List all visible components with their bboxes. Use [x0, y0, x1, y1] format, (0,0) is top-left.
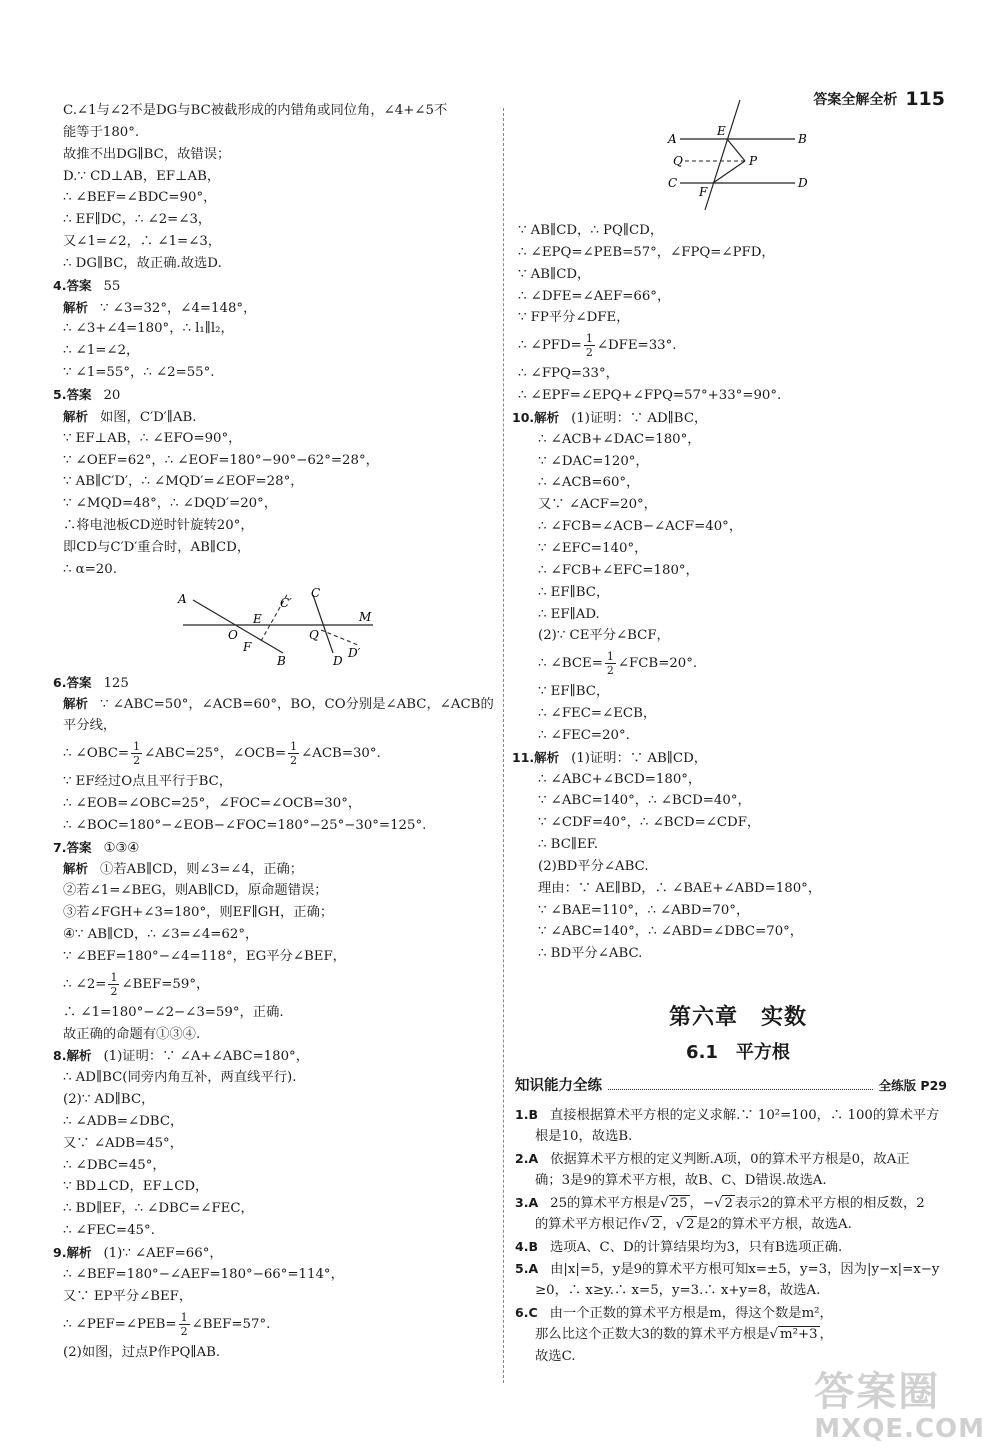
text-line: 又∵ EP平分∠BEF，	[63, 1288, 193, 1304]
fraction: $\frac{1}{2}$	[133, 740, 141, 768]
text-line: ∴ ∠1=180°−∠2−∠3=59°，正确.	[63, 1004, 284, 1020]
text-line: 解析 如图，C′D′∥AB.	[63, 408, 197, 425]
exercise-6: 6.C 由一个正数的算术平方根是m，得这个数是m²，	[515, 1305, 833, 1321]
exercise-5: 5.A 由|x|=5，y是9的算术平方根可知x=±5，y=3，因为|y−x|=x−y	[515, 1261, 940, 1277]
question-5	[53, 384, 491, 406]
text-line: ∴ DG∥BC，故正确.故选D.	[63, 255, 222, 271]
text-line: ∴ ∠EPQ=∠PEB=57°，∠FPQ=∠PFD，	[518, 244, 775, 260]
question-number: 11.解析	[512, 749, 560, 765]
question-9: 9.解析 (1)∵ ∠AEF=66°，	[53, 1244, 223, 1261]
sqrt-radicand: m²+3	[780, 1327, 818, 1342]
text-line: ∴ ∠DFE=∠AEF=66°，	[518, 288, 671, 304]
watermark-top: 答案圈	[814, 1369, 941, 1415]
analysis-label: 解析	[63, 861, 89, 877]
text-line: ∴ ∠1=∠2，	[63, 343, 140, 359]
label-F: F	[699, 185, 708, 199]
text-line: ∵ ∠1=55°，∴ ∠2=55°.	[63, 365, 215, 381]
answer-value: ①③④	[103, 840, 140, 856]
text-line: 那么比这个正数大3的数的算术平方根是√ m²+3 ，	[535, 1327, 833, 1342]
text-line: ∵ EF∥BC，	[538, 684, 610, 700]
text-line: ∴ ∠FEC=20°.	[538, 727, 630, 743]
text-line: 又∠1=∠2，∴ ∠1=∠3，	[63, 234, 222, 250]
text-line: 解析 ∵ ∠3=32°，∠4=148°，	[63, 299, 257, 316]
text-line: ④∵ AB∥CD，∴ ∠3=∠4=62°，	[63, 927, 259, 942]
fraction-line: ∴ ∠PFD= $\frac{1}{2}$ ∠DFE=33°.	[518, 332, 677, 360]
text-line: ∵ ∠ABC=140°，∴ ∠ABD=∠DBC=70°，	[538, 924, 804, 940]
exercise-number: 4.B	[515, 1239, 538, 1254]
label-P: P	[749, 154, 758, 168]
fraction: $\frac{1}{2}$	[290, 740, 298, 768]
text-line: ∴将电池板CD逆时针旋转20°，	[63, 518, 254, 534]
sqrt-radicand: 2	[724, 1196, 733, 1211]
exercise-number: 5.A	[515, 1261, 539, 1276]
text-line: 故推不出DG∥BC，故错误；	[63, 146, 231, 162]
label-C: C	[311, 585, 321, 600]
text-line: ∵ ∠DAC=120°，	[538, 453, 649, 469]
text-line: ∵ ∠ABC=140°，∴ ∠BCD=40°，	[538, 793, 751, 809]
question-number: 6.答案	[53, 674, 92, 690]
text-line: ∴ ∠ACB=60°，	[538, 475, 640, 491]
label-E: E	[253, 611, 262, 626]
exercise-number: 6.C	[515, 1305, 538, 1320]
left-column	[53, 100, 494, 1363]
text-line: 的算术平方根记作√ 2 ，√ 2 是2的算术平方根，故选A.	[535, 1217, 852, 1232]
text-line: ∵ ∠BAE=110°，∴ ∠ABD=70°，	[538, 902, 750, 918]
text-line: ∴ EF∥AD.	[538, 606, 600, 622]
fraction-line: ∴ ∠BCE= $\frac{1}{2}$ ∠FCB=20°.	[538, 650, 698, 678]
text-line: ∴ EF∥BC，	[538, 584, 610, 600]
text-line: 故选C.	[535, 1349, 576, 1364]
text-line: ∵ BD⊥CD，EF⊥CD，	[63, 1179, 209, 1195]
exercise-2: 2.A 依据算术平方根的定义判断.A项，0的算术平方根是0，故A正	[515, 1151, 910, 1167]
question-number: 9.解析	[53, 1244, 92, 1260]
sqrt-radicand: 2	[686, 1217, 695, 1232]
label-E: E	[717, 124, 726, 138]
text-line: ∴ ∠BEF=180°−∠AEF=180°−66°=114°，	[63, 1266, 344, 1282]
text-line: 解析 ∵ ∠ABC=50°，∠ACB=60°，BO，CO分别是∠ABC，∠ACB的	[63, 696, 494, 713]
question-8: 8.解析 (1)证明：∵ ∠A+∠ABC=180°，	[53, 1048, 309, 1065]
label-Q: Q	[309, 627, 319, 642]
text-line: ∴ ∠BEF=∠BDC=90°，	[63, 190, 217, 206]
text-line: ∵ AB∥C′D′，∴ ∠MQD′=∠EOF=28°，	[63, 474, 304, 490]
text-line: ∴ ∠EOB=∠OBC=25°，∠FOC=∠OCB=30°，	[63, 795, 362, 811]
figure-q9	[665, 95, 815, 213]
label-M: M	[359, 609, 372, 624]
text-line: ∴ ∠BOC=180°−∠EOB−∠FOC=180°−25°−30°=125°.	[63, 817, 427, 833]
section-bar-title: 知识能力全练	[515, 1078, 602, 1094]
text-line: ∵ ∠EFC=140°，	[538, 540, 648, 556]
fraction: $\frac{1}{2}$	[585, 332, 593, 360]
question-number: 8.解析	[53, 1048, 92, 1064]
sqrt-radicand: 2	[651, 1217, 661, 1232]
text-line: ∵ ∠CDF=40°，∴ ∠BCD=∠CDF，	[538, 815, 761, 831]
exercise-number: 2.A	[515, 1151, 539, 1166]
text-line: D.∵ CD⊥AB，EF⊥AB，	[63, 168, 221, 184]
text-line: ∴ BD平分∠ABC.	[538, 946, 643, 962]
text-line: 又∵ ∠ACF=20°，	[538, 497, 657, 513]
text-line: ∴ α=20.	[63, 561, 117, 577]
label-Q: Q	[673, 154, 683, 168]
header-title: 答案全解全析	[813, 92, 898, 108]
analysis-label: 解析	[63, 696, 89, 712]
label-F: F	[243, 639, 252, 654]
text-line: ∴ BD∥EF，∴ ∠DBC=∠FEC，	[63, 1201, 254, 1217]
column-divider	[503, 108, 504, 1383]
label-C-prime: C′	[280, 595, 292, 610]
right-column	[512, 220, 958, 965]
dotted-leader	[608, 1079, 873, 1090]
text-line: (2)∵ AD∥BC，	[63, 1092, 155, 1108]
page-number: 115	[905, 88, 945, 110]
question-number: 7.答案	[53, 839, 92, 855]
question-6	[53, 672, 491, 694]
sqrt-radicand: 25	[670, 1196, 688, 1211]
text-line: ∴ ∠ADB=∠DBC，	[63, 1113, 184, 1129]
fraction: $\frac{1}{2}$	[180, 1310, 188, 1338]
text-line: ∵ ∠MQD=48°，∴ ∠DQD′=20°，	[63, 496, 278, 512]
text-line: 故正确的命题有①③④.	[63, 1026, 201, 1042]
text-line: 解析 ①若AB∥CD，则∠3=∠4，正确；	[63, 861, 304, 878]
text-line: ∴ ∠FCB=∠ACB−∠ACF=40°，	[538, 519, 743, 535]
text-line: ∴ ∠FCB+∠EFC=180°，	[538, 562, 699, 578]
answer-value: 55	[103, 278, 121, 294]
text-line: ∵ AB∥CD，∴ PQ∥CD，	[518, 223, 664, 238]
text-line: ③若∠FGH+∠3=180°，则EF∥GH，正确；	[63, 905, 334, 921]
text-line: ∴ ∠DBC=45°，	[63, 1157, 166, 1173]
question-11: 11.解析 (1)证明：∵ AB∥CD，	[512, 749, 708, 766]
label-B: B	[798, 132, 807, 146]
question-7	[53, 837, 491, 859]
text-line: ∴ ∠3+∠4=180°，∴ l₁∥l₂，	[63, 321, 234, 337]
text-line: 又∵ ∠ADB=45°，	[63, 1135, 184, 1151]
text-line: ∵ EF经过O点且平行于BC，	[63, 774, 233, 790]
text-line: 即CD与C′D′重合时，AB∥CD，	[63, 539, 251, 555]
chapter-title: 第六章 实数	[668, 1005, 807, 1030]
text-line: 平分线，	[63, 718, 117, 734]
label-C: C	[668, 176, 678, 190]
text-line: 根是10，故选B.	[535, 1129, 633, 1144]
section-bar	[515, 1074, 947, 1095]
text-line: ②若∠1=∠BEG，则AB∥CD，原命题错误；	[63, 883, 328, 899]
text-line: 理由：∵ AE∥BD，∴ ∠BAE+∠ABD=180°，	[538, 880, 822, 896]
text-line: ∵ EF⊥AB，∴ ∠EFO=90°，	[63, 430, 242, 446]
exercise-3: 3.A 25的算术平方根是√ 25 ，−√ 2 表示2的算术平方根的相反数，2	[515, 1195, 925, 1211]
label-D: D	[333, 653, 343, 668]
figure-q5	[173, 585, 373, 670]
fraction: $\frac{1}{2}$	[110, 970, 118, 998]
text-line: ∴ EF∥DC，∴ ∠2=∠3，	[63, 212, 212, 228]
text-line: ∵ ∠OEF=62°，∴ ∠EOF=180°−90°−62°=28°，	[63, 452, 379, 468]
page-header	[813, 88, 945, 110]
exercise-list	[515, 1104, 950, 1368]
section-title: 6.1 平方根	[686, 1042, 790, 1063]
question-number: 5.答案	[53, 386, 92, 402]
label-D: D	[798, 176, 808, 190]
label-A: A	[668, 132, 677, 146]
exercise-1: 1.B 直接根据算术平方根的定义求解.∵ 10²=100，∴ 100的算术平方	[515, 1107, 940, 1123]
text-line: ∴ ∠EPF=∠EPQ+∠FPQ=57°+33°=90°.	[518, 388, 782, 404]
analysis-label: 解析	[63, 299, 89, 315]
text-line: ∴ ∠FEC=∠ECB，	[538, 706, 657, 722]
fraction: $\frac{1}{2}$	[606, 650, 614, 678]
text-line: ∴ ∠ABC+∠BCD=180°，	[538, 771, 702, 787]
exercise-number: 1.B	[515, 1107, 538, 1122]
text-line: ∵ ∠BEF=180°−∠4=118°，EG平分∠BEF，	[63, 948, 346, 964]
text-line: 确；3是9的算术平方根，故B、C、D错误.故选A.	[535, 1173, 827, 1188]
text-line: C.∠1与∠2不是DG与BC被截形成的内错角或同位角，∠4+∠5不	[63, 103, 448, 118]
fraction-line: ∴ ∠OBC= $\frac{1}{2}$ ∠ABC=25°，∠OCB= $\frac{1}{2}$ ∠ACB=30°.	[63, 740, 381, 768]
exercise-4: 4.B 选项A、C、D的计算结果均为3，只有B选项正确.	[515, 1239, 843, 1255]
question-10: 10.解析 (1)证明：∵ AD∥BC，	[512, 409, 708, 426]
text-line: ≥0，∴ x≥y.∴ x=5，y=3.∴ x+y=8，故选A.	[535, 1283, 821, 1298]
question-number: 10.解析	[512, 409, 560, 425]
text-line: (2)BD平分∠ABC.	[538, 858, 649, 874]
text-line: ∴ BC∥EF.	[538, 837, 599, 853]
text-line: (2)∵ CE平分∠BCF，	[538, 628, 670, 644]
label-B: B	[277, 653, 286, 668]
label-O: O	[228, 627, 238, 642]
text-line: ∴ AD∥BC(同旁内角互补，两直线平行).	[63, 1070, 297, 1086]
question-number: 4.答案	[53, 277, 92, 293]
answer-value: 20	[103, 387, 121, 403]
text-line: ∵ FP平分∠DFE，	[518, 310, 630, 326]
text-line: ∴ ∠FPQ=33°，	[518, 366, 619, 382]
exercise-number: 3.A	[515, 1195, 539, 1210]
text-line: 能等于180°.	[63, 124, 140, 140]
text-line: ∴ ∠FEC=45°.	[63, 1223, 155, 1239]
section-bar-reference: 全练版 P29	[878, 1077, 947, 1093]
label-D-prime: D′	[348, 645, 361, 660]
question-4	[53, 275, 491, 297]
fraction-line: ∴ ∠PEF=∠PEB= $\frac{1}{2}$ ∠BEF=57°.	[63, 1310, 271, 1338]
watermark	[814, 1370, 985, 1444]
analysis-label: 解析	[63, 408, 89, 424]
fraction-line: ∴ ∠2= $\frac{1}{2}$ ∠BEF=59°，	[63, 970, 210, 998]
text-line: ∴ ∠ACB+∠DAC=180°，	[538, 431, 701, 447]
text-line: ∵ AB∥CD，	[518, 266, 591, 282]
answer-value: 125	[103, 675, 129, 691]
watermark-url: MXQE.COM	[814, 1414, 985, 1444]
text-line: (2)如图，过点P作PQ∥AB.	[63, 1344, 221, 1360]
label-A: A	[178, 591, 187, 606]
